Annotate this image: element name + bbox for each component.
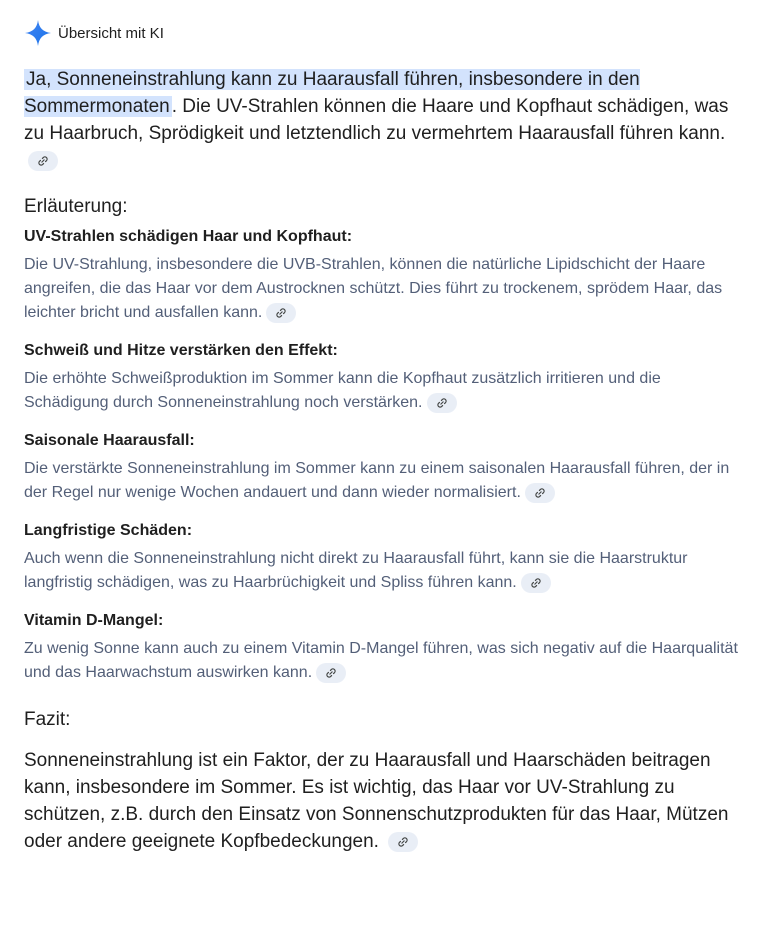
explanation-item (24, 522, 744, 595)
conclusion-heading: Fazit: (24, 709, 71, 730)
explanation-list (24, 228, 744, 685)
explanation-item-title: Langfristige Schäden: (24, 522, 193, 539)
explanation-item-body (24, 253, 744, 325)
source-link-button[interactable] (427, 393, 457, 413)
explanation-item (24, 228, 744, 325)
explanation-item-title: Schweiß und Hitze verstärken den Effekt: (24, 342, 338, 359)
intro-text: . Die UV-Strahlen können die Haare und Kopfhaut schädigen, was zu Haarbruch, Sprödigkeit und letztendlich zu vermehrtem Haarausfall führen kann. (24, 96, 729, 144)
link-icon (534, 487, 546, 499)
link-icon (37, 155, 49, 167)
link-icon (397, 836, 409, 848)
explanation-item-body (24, 457, 744, 505)
sparkle-icon (24, 19, 52, 47)
explanation-item-text: Zu wenig Sonne kann auch zu einem Vitamin D-Mangel führen, was sich negativ auf die Haarqualität und das Haarwachstum auswirken kann. (24, 640, 738, 681)
explanation-item-text: Die erhöhte Schweißproduktion im Sommer kann die Kopfhaut zusätzlich irritieren und die Schädigung durch Sonneneinstrahlung noch verstärken. (24, 370, 661, 411)
link-icon (436, 397, 448, 409)
link-icon (275, 307, 287, 319)
explanation-item-text: Die UV-Strahlung, insbesondere die UVB-Strahlen, können die natürliche Lipidschicht der Haare angreifen, die das Haar vor dem Austrocknen schützt. Dies führt zu trockenem, sprödem Haar, das leichter bricht und ausfallen kann. (24, 256, 723, 321)
conclusion-text: Sonneneinstrahlung ist ein Faktor, der zu Haarausfall und Haarschäden beitragen kann, insbesondere im Sommer. Es ist wichtig, das Haar vor UV-Strahlung zu schützen, z.B. durch den Einsatz von Sonnenschutzprodukten für das Haar, Mützen oder andere geeignete Kopfbedeckungen. (24, 750, 729, 852)
source-link-button[interactable] (28, 151, 58, 171)
explanation-item (24, 342, 744, 415)
explanation-item-text: Die verstärkte Sonneneinstrahlung im Sommer kann zu einem saisonalen Haarausfall führen, der in der Regel nur wenige Wochen andauert und dann wieder normalisiert. (24, 460, 730, 501)
source-link-button[interactable] (525, 483, 555, 503)
intro-paragraph (24, 66, 744, 174)
link-icon (325, 667, 337, 679)
explanation-item (24, 432, 744, 505)
explanation-item-body (24, 547, 744, 595)
source-link-button[interactable] (266, 303, 296, 323)
highlighted-answer: Ja, Sonneneinstrahlung kann zu Haarausfall führen, insbesondere in den Sommermonaten (24, 69, 640, 117)
explanation-item-body (24, 637, 744, 685)
conclusion-paragraph (24, 747, 744, 855)
source-link-button[interactable] (521, 573, 551, 593)
explanation-item-title: Saisonale Haarausfall: (24, 432, 195, 449)
explanation-item-body (24, 367, 744, 415)
source-link-button[interactable] (316, 663, 346, 683)
ai-overview-title: Übersicht mit KI (58, 24, 164, 42)
ai-overview-header (24, 0, 744, 66)
explanation-item-title: UV-Strahlen schädigen Haar und Kopfhaut: (24, 228, 353, 245)
source-link-button[interactable] (388, 832, 418, 852)
explanation-item-text: Auch wenn die Sonneneinstrahlung nicht direkt zu Haarausfall führt, kann sie die Haarstruktur langfristig schädigen, was zu Haarbrüchigkeit und Spliss führen kann. (24, 550, 688, 591)
explanation-item-title: Vitamin D-Mangel: (24, 612, 164, 629)
explanation-item (24, 612, 744, 685)
link-icon (530, 577, 542, 589)
explanation-heading: Erläuterung: (24, 196, 128, 217)
